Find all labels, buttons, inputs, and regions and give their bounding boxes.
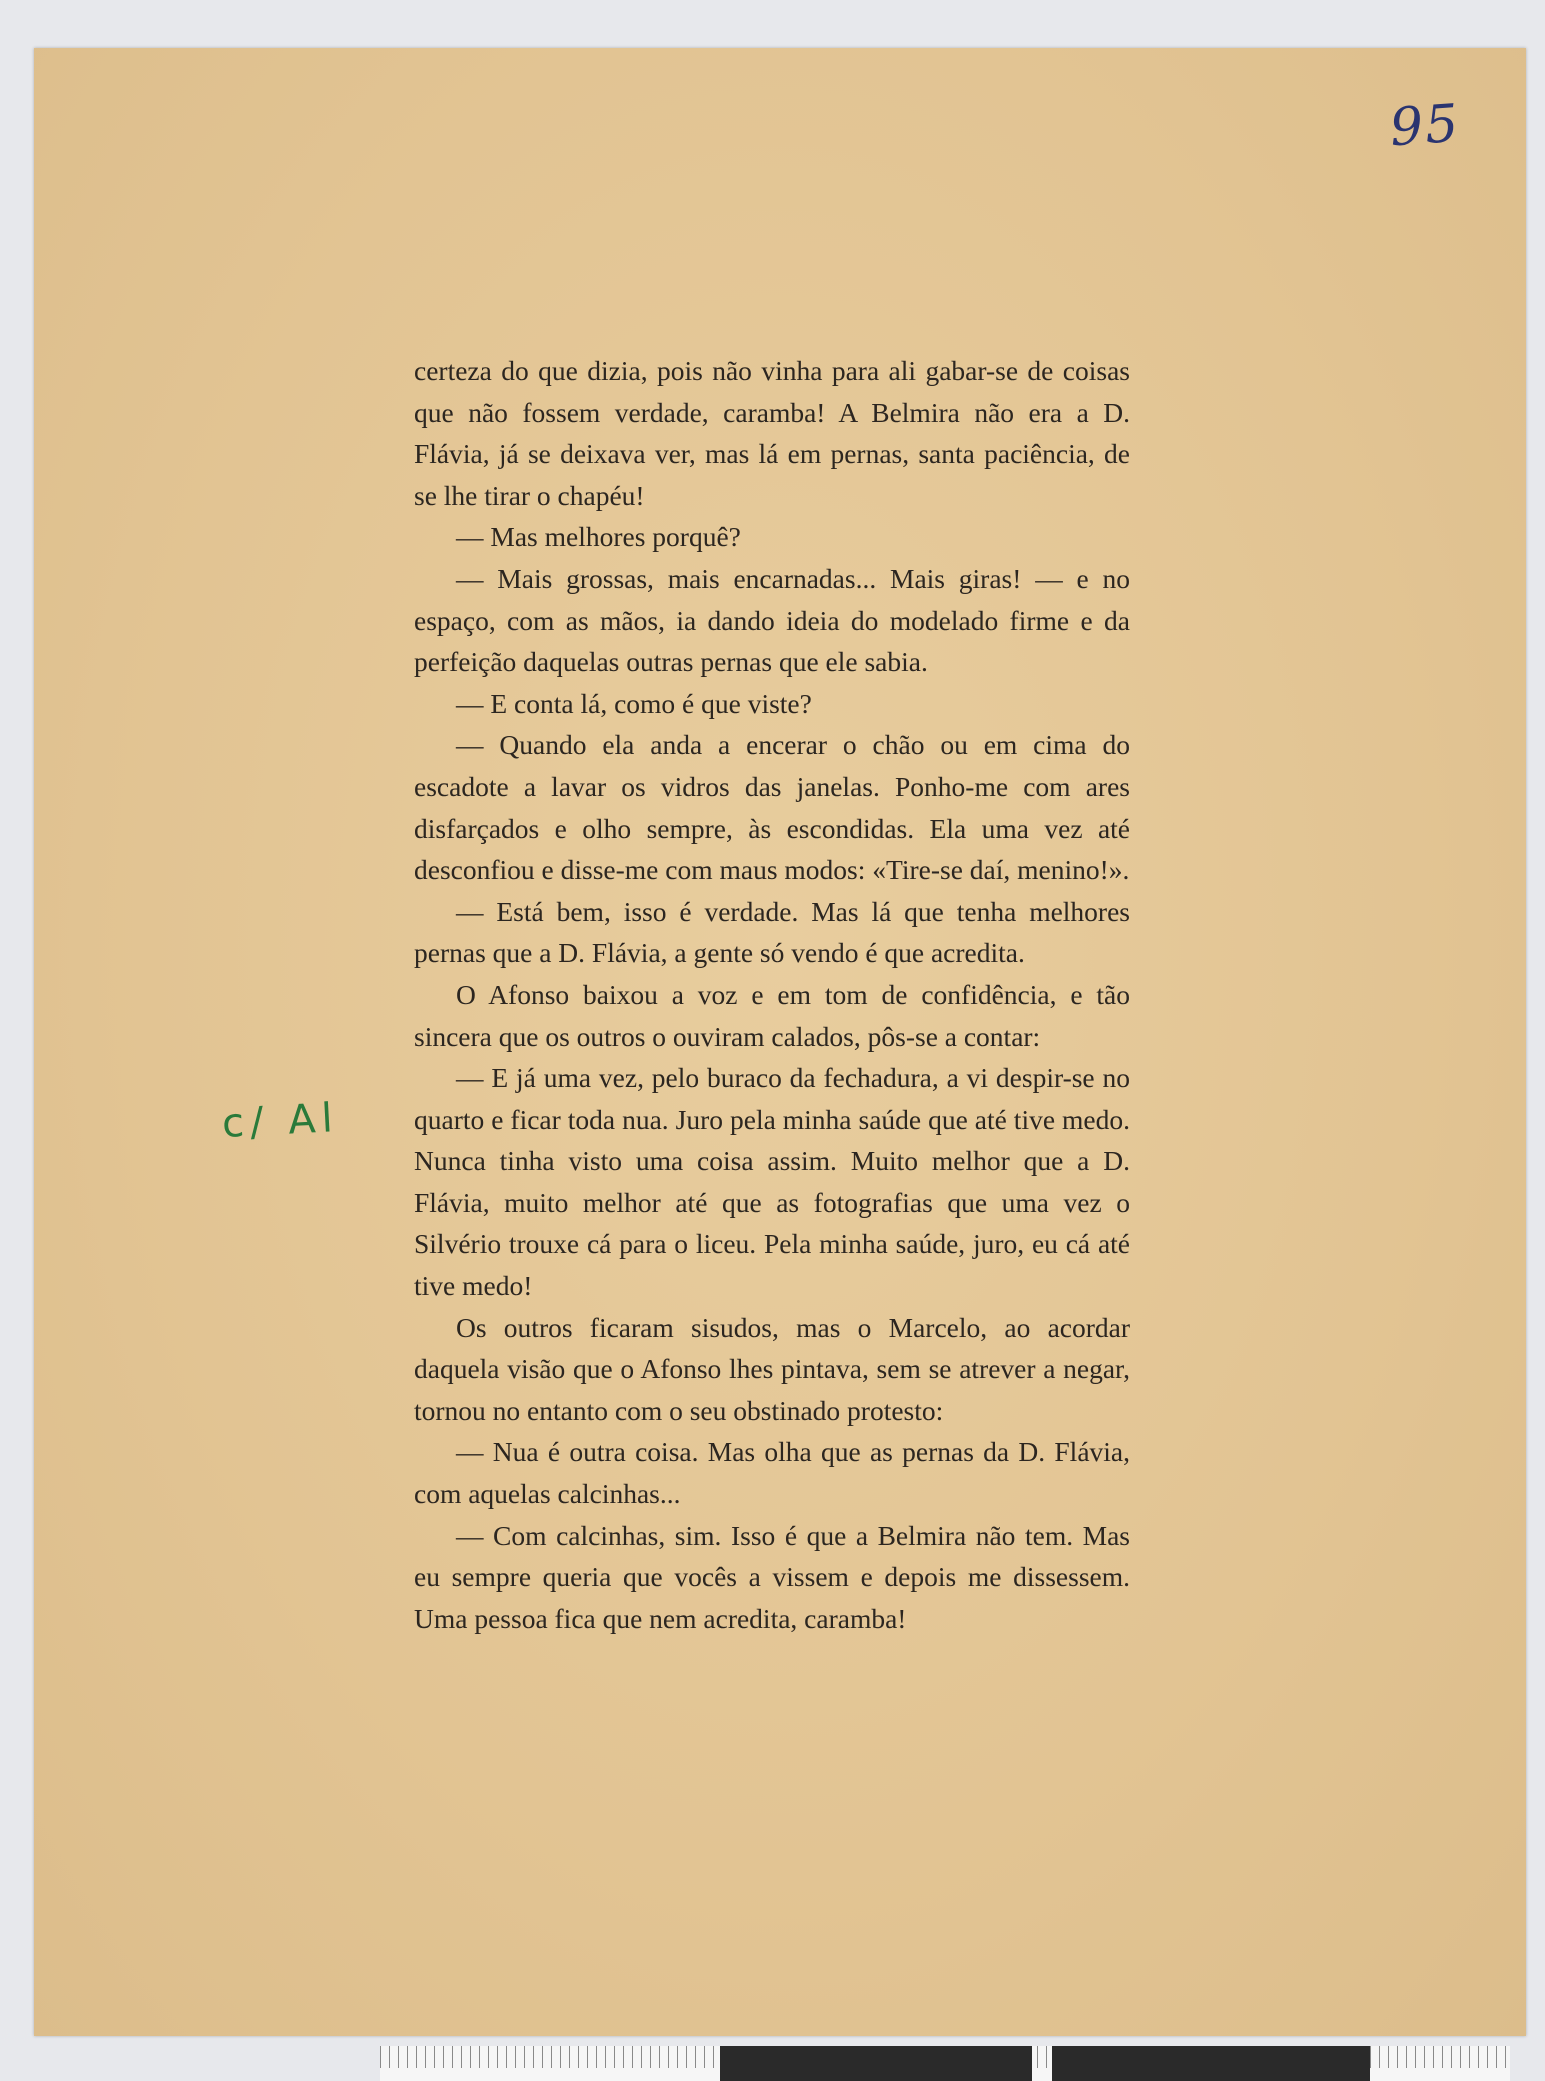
paragraph: — E já uma vez, pelo buraco da fechadura, a vi despir-se no quarto e ficar toda nua. Juro pela minha saúde que até tive medo. Nunca tinha visto uma coisa assim. Muito melhor que a D. Flávia, muito melhor até que as fotografias que uma vez o Silvério trouxe cá para o liceu. Pela minha saúde, juro, eu cá até tive medo! <box>414 1062 1130 1302</box>
page-number: 95 <box>1387 93 1463 159</box>
margin-annotation: c/ Al <box>220 1094 340 1148</box>
paragraph: — Mais grossas, mais encarnadas... Mais giras! — e no espaço, com as mãos, ia dando ideia do modelado firme e da perfeição daquelas outras pernas que ele sabia. <box>414 562 1130 678</box>
paragraph: — Quando ela anda a encerar o chão ou em cima do escadote a lavar os vidros das janelas. Ponho-me com ares disfarçados e olho sempre, às escondidas. Ela uma vez até desconfiou e disse-me com maus modos: «Tire-se daí, menino!». <box>414 729 1130 886</box>
body-text <box>414 350 1130 1639</box>
paragraph: certeza do que dizia, pois não vinha para ali gabar-se de coisas que não fossem verdade, caramba! A Belmira não era a D. Flávia, já se deixava ver, mas lá em pernas, santa paciência, de se lhe tirar o chapéu! <box>414 355 1130 511</box>
paragraph: — Mas melhores porquê? <box>456 521 741 553</box>
scan-color-ruler <box>380 2046 1510 2081</box>
paragraph: — Com calcinhas, sim. Isso é que a Belmira não tem. Mas eu sempre queria que vocês a vissem e depois me dissessem. Uma pessoa fica que nem acredita, caramba! <box>414 1519 1130 1634</box>
paragraph: — Está bem, isso é verdade. Mas lá que tenha melhores pernas que a D. Flávia, a gente só vendo é que acredita. <box>414 895 1130 969</box>
ruler-dark-block <box>720 2046 1032 2081</box>
ruler-dark-block <box>1052 2046 1370 2081</box>
paragraph: Os outros ficaram sisudos, mas o Marcelo, ao acordar daquela visão que o Afonso lhes pintava, sem se atrever a negar, tornou no entanto com o seu obstinado protesto: <box>414 1311 1130 1426</box>
paragraph: — Nua é outra coisa. Mas olha que as pernas da D. Flávia, com aquelas calcinhas... <box>414 1436 1130 1510</box>
paragraph: — E conta lá, como é que viste? <box>456 687 812 719</box>
paragraph: O Afonso baixou a voz e em tom de confidência, e tão sincera que os outros o ouviram calados, pôs-se a contar: <box>414 978 1130 1052</box>
